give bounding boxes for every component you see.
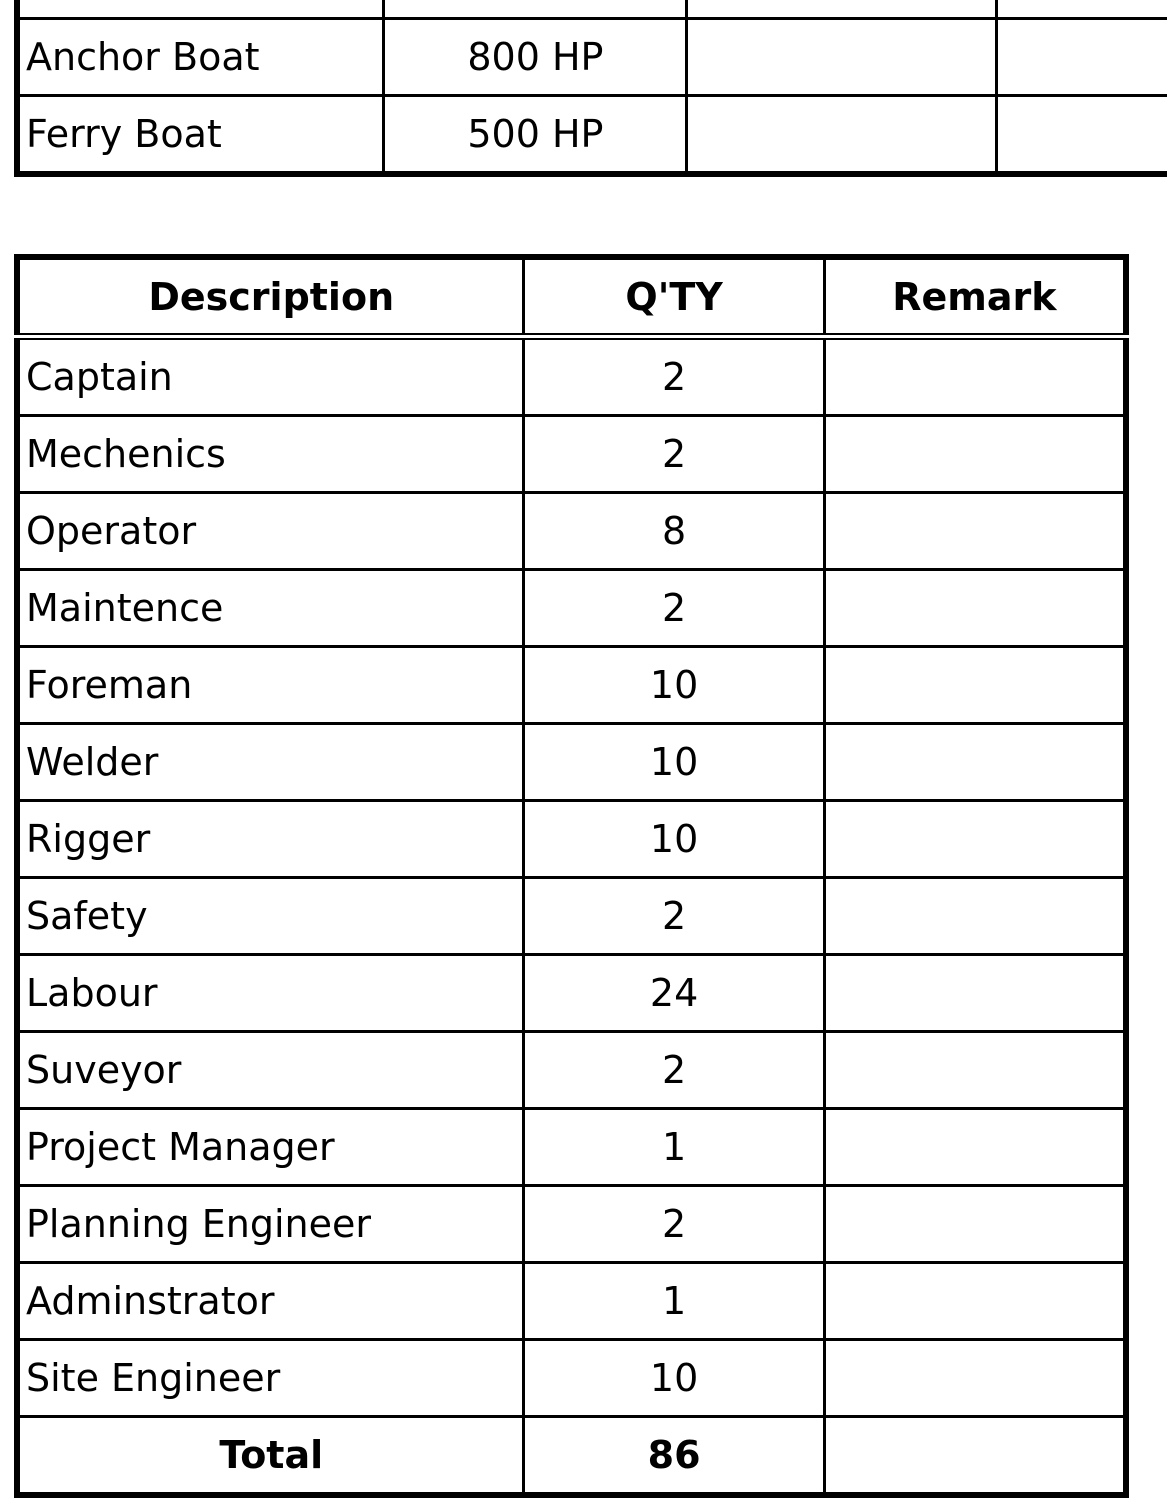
role-qty-cell: 1	[524, 1109, 824, 1186]
role-description-cell: Labour	[17, 955, 524, 1032]
role-qty-cell: 2	[524, 570, 824, 647]
header-remark: Remark	[824, 257, 1126, 337]
role-remark-cell	[824, 493, 1126, 570]
role-description-cell: Project Manager	[17, 1109, 524, 1186]
equipment-table	[14, 0, 1167, 177]
role-qty-cell: 10	[524, 1340, 824, 1417]
role-qty-cell: 2	[524, 1032, 824, 1109]
role-description-cell: Suveyor	[17, 1032, 524, 1109]
role-qty-cell: 2	[524, 1186, 824, 1263]
role-qty-cell: 10	[524, 647, 824, 724]
role-remark-cell	[824, 1109, 1126, 1186]
table-row	[17, 1186, 1126, 1263]
table-row	[17, 570, 1126, 647]
role-remark-cell	[824, 337, 1126, 416]
role-remark-cell	[824, 955, 1126, 1032]
empty-cell	[996, 96, 1167, 175]
table-row	[17, 19, 1167, 96]
role-qty-cell: 1	[524, 1263, 824, 1340]
role-description-cell: Operator	[17, 493, 524, 570]
role-description-cell: Planning Engineer	[17, 1186, 524, 1263]
role-remark-cell	[824, 1263, 1126, 1340]
role-description-cell: Safety	[17, 878, 524, 955]
role-remark-cell	[824, 1186, 1126, 1263]
role-remark-cell	[824, 1340, 1126, 1417]
equipment-spec-cell	[384, 0, 687, 19]
empty-cell	[687, 96, 996, 175]
table-row	[17, 647, 1126, 724]
empty-cell	[996, 19, 1167, 96]
empty-cell	[687, 0, 996, 19]
table-row	[17, 801, 1126, 878]
table-row	[17, 1263, 1126, 1340]
equipment-spec-cell: 800 HP	[384, 19, 687, 96]
table-row	[17, 1032, 1126, 1109]
equipment-description-cell	[17, 0, 384, 19]
role-qty-cell: 2	[524, 878, 824, 955]
table-row	[17, 0, 1167, 19]
total-remark	[824, 1417, 1126, 1496]
role-remark-cell	[824, 801, 1126, 878]
role-qty-cell: 2	[524, 337, 824, 416]
header-description: Description	[17, 257, 524, 337]
role-description-cell: Rigger	[17, 801, 524, 878]
table-row	[17, 1109, 1126, 1186]
table-row	[17, 96, 1167, 175]
role-qty-cell: 2	[524, 416, 824, 493]
empty-cell	[687, 19, 996, 96]
role-remark-cell	[824, 416, 1126, 493]
role-description-cell: Captain	[17, 337, 524, 416]
header-qty: Q'TY	[524, 257, 824, 337]
role-remark-cell	[824, 1032, 1126, 1109]
role-description-cell: Foreman	[17, 647, 524, 724]
total-qty: 86	[524, 1417, 824, 1496]
role-description-cell: Welder	[17, 724, 524, 801]
role-remark-cell	[824, 647, 1126, 724]
table-row	[17, 1340, 1126, 1417]
role-qty-cell: 10	[524, 724, 824, 801]
total-row	[17, 1417, 1126, 1496]
empty-cell	[996, 0, 1167, 19]
equipment-spec-cell: 500 HP	[384, 96, 687, 175]
role-remark-cell	[824, 570, 1126, 647]
role-remark-cell	[824, 724, 1126, 801]
role-description-cell: Maintence	[17, 570, 524, 647]
manpower-table-body	[17, 337, 1126, 1496]
table-row	[17, 416, 1126, 493]
role-description-cell: Adminstrator	[17, 1263, 524, 1340]
table-row	[17, 878, 1126, 955]
role-qty-cell: 8	[524, 493, 824, 570]
manpower-table	[14, 254, 1129, 1498]
equipment-description-cell: Ferry Boat	[17, 96, 384, 175]
equipment-description-cell: Anchor Boat	[17, 19, 384, 96]
role-qty-cell: 10	[524, 801, 824, 878]
table-row	[17, 724, 1126, 801]
role-description-cell: Site Engineer	[17, 1340, 524, 1417]
table-row	[17, 493, 1126, 570]
total-label: Total	[17, 1417, 524, 1496]
role-remark-cell	[824, 878, 1126, 955]
table-row	[17, 955, 1126, 1032]
table-header-row	[17, 257, 1126, 337]
table-row	[17, 337, 1126, 416]
role-description-cell: Mechenics	[17, 416, 524, 493]
role-qty-cell: 24	[524, 955, 824, 1032]
